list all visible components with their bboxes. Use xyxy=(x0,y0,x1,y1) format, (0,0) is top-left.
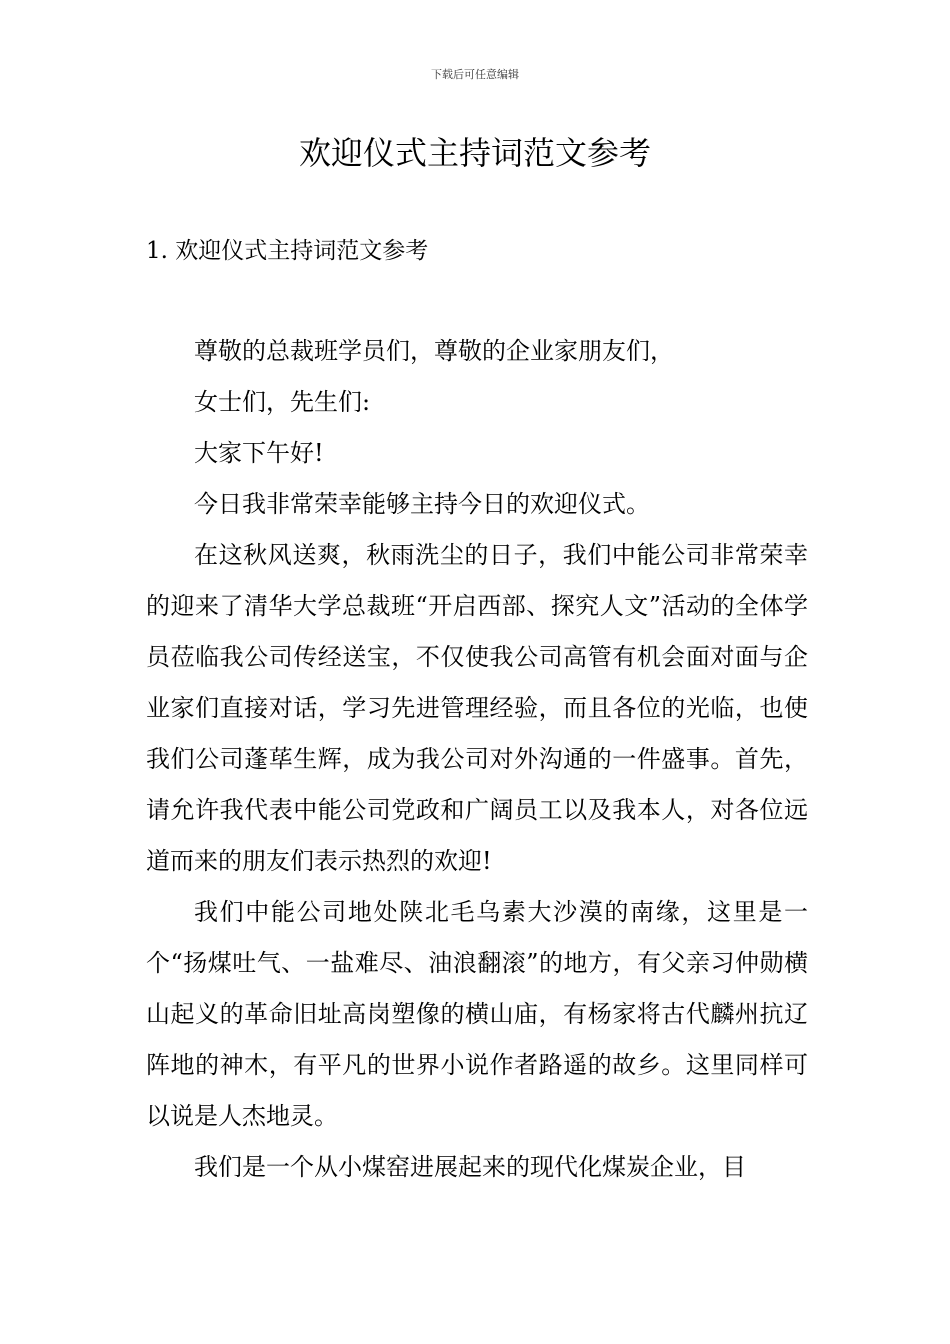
document-title: 欢迎仪式主持词范文参考 xyxy=(298,134,651,172)
paragraph: 尊敬的总裁班学员们，尊敬的企业家朋友们， xyxy=(194,337,674,365)
paragraph: 女士们，先生们: xyxy=(194,388,371,416)
paragraph: 我们是一个从小煤窑进展起来的现代化煤炭企业，目 xyxy=(194,1153,746,1181)
paragraph: 今日我非常荣幸能够主持今日的欢迎仪式。 xyxy=(194,490,650,518)
document-body xyxy=(146,326,808,1193)
header-note: 下载后可任意编辑 xyxy=(431,68,519,81)
paragraph: 大家下午好! xyxy=(194,439,324,467)
paragraph: 我们中能公司地处陕北毛乌素大沙漠的南缘，这里是一个“扬煤吐气、一盐难尽、油浪翻滚”的地方，有父亲习仲勋横山起义的革命旧址高岗塑像的横山庙，有杨家将古代麟州抗辽阵地的神木，有平凡的世界小说作者路遥的故乡。这里同样可以说是人杰地灵。 xyxy=(146,898,808,1130)
section-heading: 1. 欢迎仪式主持词范文参考 xyxy=(146,238,429,264)
paragraph: 在这秋风送爽，秋雨洗尘的日子，我们中能公司非常荣幸的迎来了清华大学总裁班“开启西部、探究人文”活动的全体学员莅临我公司传经送宝，不仅使我公司高管有机会面对面与企业家们直接对话，学习先进管理经验，而且各位的光临，也使我们公司蓬荜生辉，成为我公司对外沟通的一件盛事。首先，请允许我代表中能公司党政和广阔员工以及我本人，对各位远道而来的朋友们表示热烈的欢迎! xyxy=(146,541,808,875)
